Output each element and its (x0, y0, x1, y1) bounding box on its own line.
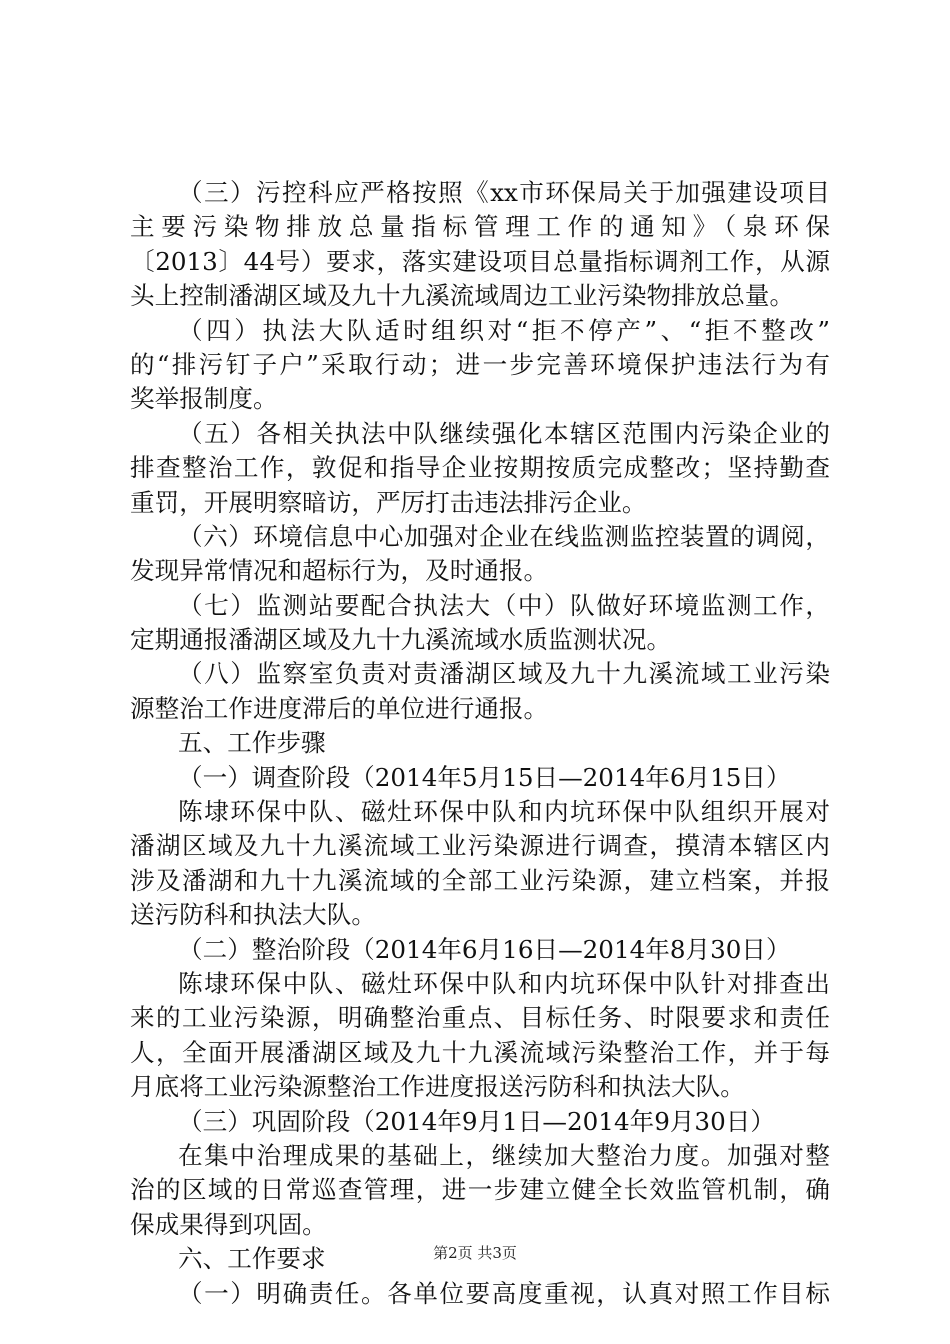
text-line: 在集中治理成果的基础上，继续加大整治力度。加强对整 (178, 1140, 830, 1170)
text-line: 陈埭环保中队、磁灶环保中队和内坑环保中队组织开展对 (178, 797, 830, 827)
text-line: 头上控制潘湖区域及九十九溪流域周边工业污染物排放总量。 (130, 281, 795, 311)
text-line: （一）调查阶段（2014年5月15日—2014年6月15日） (178, 762, 791, 792)
text-line: 五、工作步骤 (178, 728, 326, 758)
text-line: （五）各相关执法中队继续强化本辖区范围内污染企业的 (178, 418, 830, 448)
text-line: 保成果得到巩固。 (130, 1209, 327, 1239)
text-line: 潘湖区域及九十九溪流域工业污染源进行调查，摸清本辖区内 (130, 831, 830, 861)
text-line: 定期通报潘湖区域及九十九溪流域水质监测状况。 (130, 625, 672, 655)
text-line: 六、工作要求 (178, 1244, 326, 1274)
text-line: 主要污染物排放总量指标管理工作的通知》（泉环保 (130, 212, 830, 242)
text-line: （三）巩固阶段（2014年9月1日—2014年9月30日） (178, 1106, 775, 1136)
text-line: 月底将工业污染源整治工作进度报送污防科和执法大队。 (130, 1072, 745, 1102)
text-line: 陈埭环保中队、磁灶环保中队和内坑环保中队针对排查出 (178, 968, 830, 998)
text-line: 涉及潘湖和九十九溪流域的全部工业污染源，建立档案，并报 (130, 865, 830, 895)
text-line: 来的工业污染源，明确整治重点、目标任务、时限要求和责任 (130, 1003, 830, 1033)
text-line: （二）整治阶段（2014年6月16日—2014年8月30日） (178, 934, 791, 964)
text-line: 人，全面开展潘湖区域及九十九溪流域污染整治工作，并于每 (130, 1037, 830, 1067)
text-line: 发现异常情况和超标行为，及时通报。 (130, 556, 549, 586)
text-line: 排查整治工作，敦促和指导企业按期按质完成整改；坚持勤查 (130, 453, 830, 483)
text-line: （一）明确责任。各单位要高度重视，认真对照工作目标 (178, 1278, 830, 1308)
text-line: 送污防科和执法大队。 (130, 900, 376, 930)
text-line: 的“排污钉子户”采取行动；进一步完善环境保护违法行为有 (130, 349, 830, 379)
text-line: （八）监察室负责对责潘湖区域及九十九溪流域工业污染 (178, 659, 830, 689)
text-line: （三）污控科应严格按照《xx市环保局关于加强建设项目 (178, 178, 830, 207)
page-footer: 第2页 共3页 (433, 1244, 517, 1262)
text-line: 重罚，开展明察暗访，严厉打击违法排污企业。 (130, 487, 647, 517)
text-line: 治的区域的日常巡查管理，进一步建立健全长效监管机制，确 (130, 1175, 830, 1205)
document-body (130, 176, 830, 1311)
text-line: 〔2013〕44号）要求，落实建设项目总量指标调剂工作，从源 (130, 246, 830, 276)
text-line: 奖举报制度。 (130, 384, 278, 414)
text-line: （四）执法大队适时组织对“拒不停产”、“拒不整改” (178, 315, 830, 345)
text-line: （七）监测站要配合执法大（中）队做好环境监测工作， (178, 590, 830, 620)
text-line: 源整治工作进度滞后的单位进行通报。 (130, 693, 549, 723)
text-line: （六）环境信息中心加强对企业在线监测监控装置的调阅， (178, 521, 830, 551)
